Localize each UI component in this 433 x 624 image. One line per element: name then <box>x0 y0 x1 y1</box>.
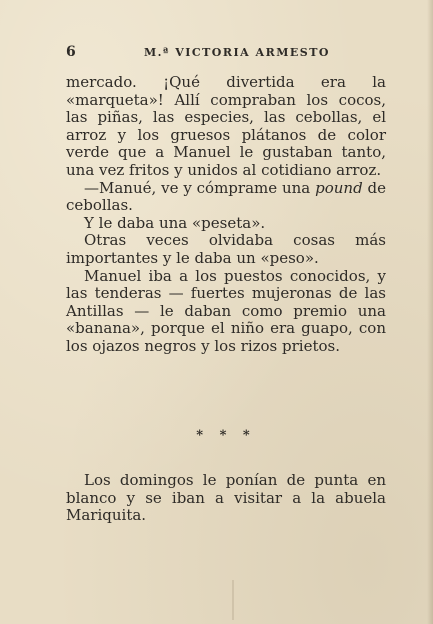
paragraph <box>66 180 386 215</box>
paragraph: mercado. ¡Qué divertida era la «marqueta»! Allí compraban los cocos, las piñas, las especies, las cebollas, el arroz y los gruesos plátanos de color verde que a Manuel le gustaban tanto, una vez fritos y unidos al cotidiano arroz. <box>66 73 386 179</box>
paragraph: Y le daba una «peseta». <box>84 213 266 232</box>
running-head: M.ª VICTORIA ARMESTO <box>144 46 330 59</box>
section-separator: * * * <box>196 428 256 443</box>
paragraph-text: de cebollas. <box>66 178 387 215</box>
paragraph: Otras veces olvidaba cosas más importantes y le daba un «peso». <box>66 231 386 267</box>
italic-word: pound <box>315 178 363 197</box>
page-number: 6 <box>66 44 76 60</box>
paragraph-text: —Manué, ve y cómprame una <box>84 178 316 197</box>
paper-crease <box>232 580 234 620</box>
page-header <box>66 44 386 62</box>
paragraph: Manuel iba a los puestos conocidos, y las tenderas — fuertes mujeronas de las Antillas — le daban como premio una «banana», porque el niño era guapo, con los ojazos negros y los rizos prietos. <box>66 266 386 355</box>
body-text-continued <box>66 472 386 525</box>
paragraph: Los domingos le ponían de punta en blanco y se iban a visitar a la abuela Mariquita. <box>66 471 386 525</box>
page-edge-shadow <box>427 0 433 624</box>
body-text <box>66 74 386 356</box>
